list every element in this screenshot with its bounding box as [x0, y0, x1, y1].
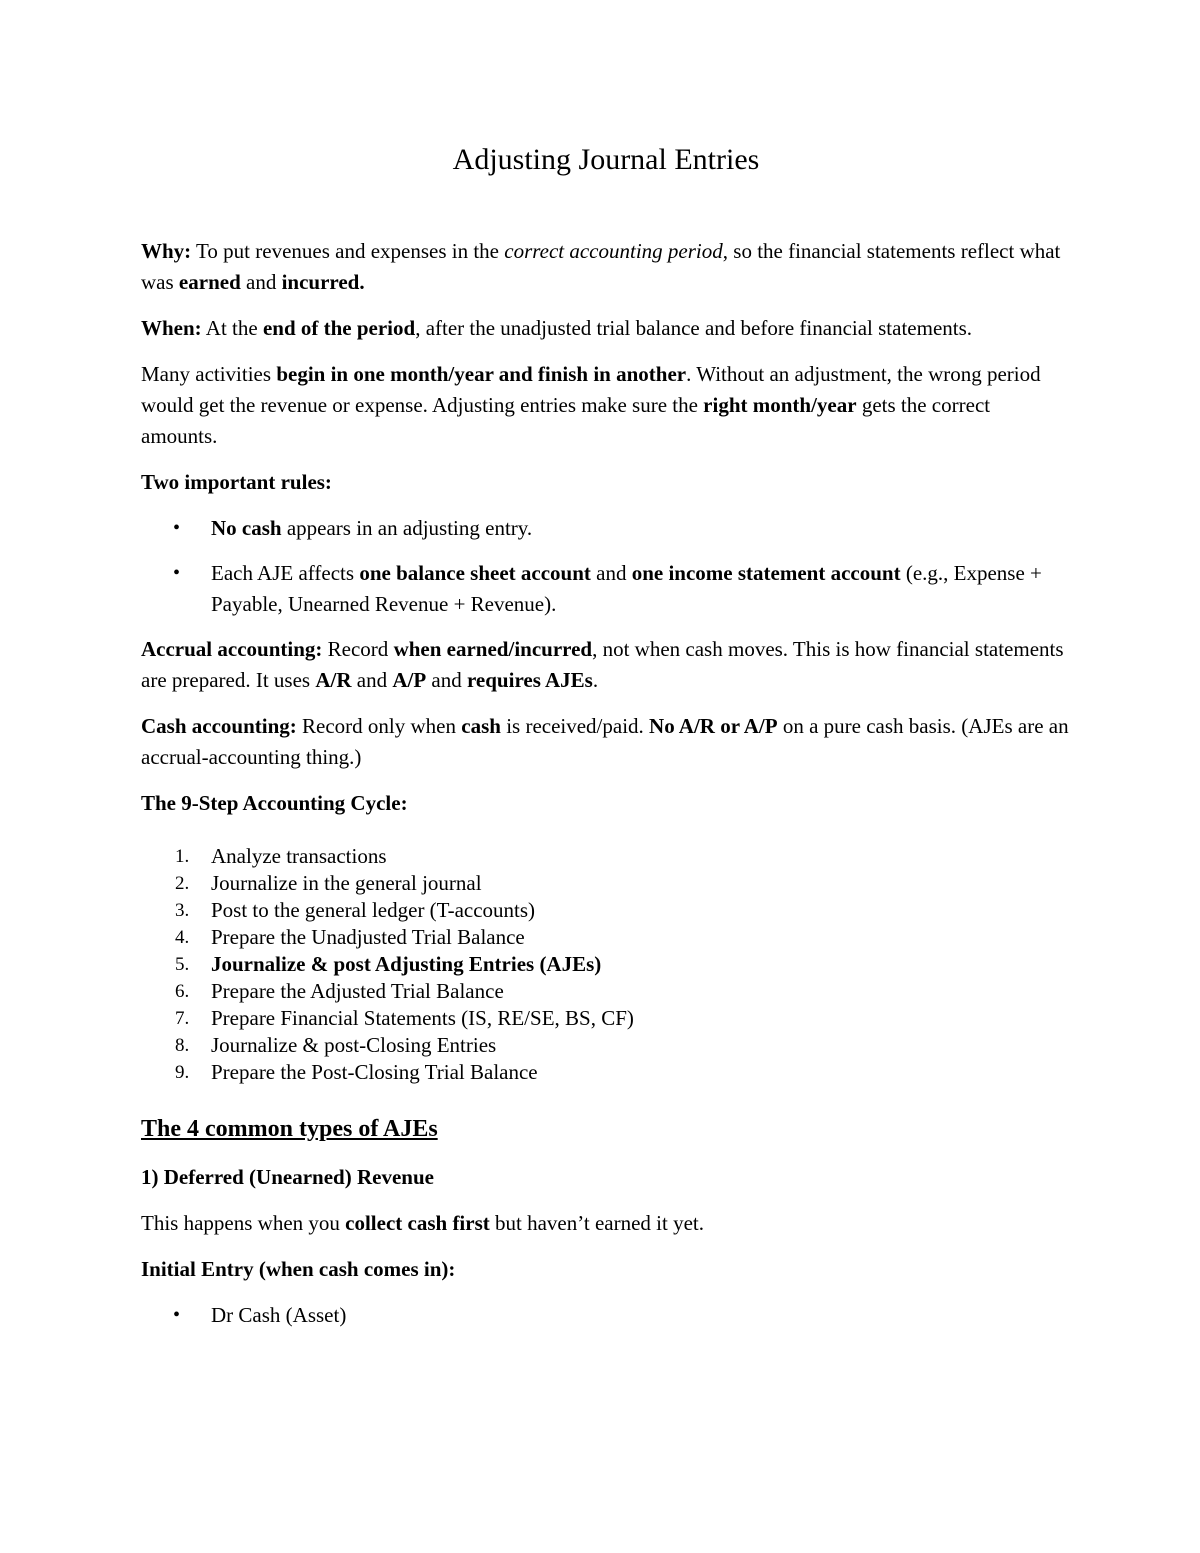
step-text: Prepare the Adjusted Trial Balance — [211, 979, 504, 1003]
cash-paragraph — [141, 711, 1071, 773]
step-text: Journalize & post-Closing Entries — [211, 1033, 497, 1057]
rule1-text: appears in an adjusting entry. — [281, 516, 533, 540]
step-number: 6. — [175, 981, 190, 1002]
cycle-heading-text: The 9-Step Accounting Cycle: — [141, 791, 408, 815]
why-label: Why: — [141, 239, 192, 263]
why-bold-incurred: incurred. — [281, 270, 365, 294]
step-text: Journalize in the general journal — [211, 871, 482, 895]
list-item — [141, 870, 1071, 897]
list-item — [141, 897, 1071, 924]
bullet-icon: • — [173, 517, 181, 539]
bullet-icon: • — [173, 1304, 181, 1326]
deferred-heading-text: 1) Deferred (Unearned) Revenue — [141, 1165, 434, 1189]
cash-label: Cash accounting: — [141, 714, 297, 738]
step-number: 5. — [175, 954, 190, 975]
step-text: Post to the general ledger (T-accounts) — [211, 898, 536, 922]
document-content — [141, 140, 1071, 1345]
accrual-bold-ajes: requires AJEs — [466, 668, 593, 692]
entry-text: Dr Cash (Asset) — [211, 1303, 347, 1327]
cycle-steps-list — [141, 843, 1071, 1086]
accrual-bold-ap: A/P — [392, 668, 427, 692]
when-label: When: — [141, 316, 202, 340]
accrual-bold-1: when earned/incurred — [393, 637, 593, 661]
list-item — [141, 1300, 1071, 1331]
why-paragraph — [141, 236, 1071, 298]
accrual-paragraph — [141, 634, 1071, 696]
list-item — [141, 1032, 1071, 1059]
step-number: 7. — [175, 1008, 190, 1029]
deferred-bold: collect cash first — [345, 1211, 490, 1235]
step-text: Prepare Financial Statements (IS, RE/SE, BS, CF) — [211, 1006, 634, 1030]
list-item — [141, 1005, 1071, 1032]
cash-bold-1: cash — [461, 714, 501, 738]
rules-list — [141, 513, 1071, 620]
why-text-1: To put revenues and expenses in the — [191, 239, 505, 263]
cash-bold-2: No A/R or A/P — [649, 714, 778, 738]
step-text: Prepare the Unadjusted Trial Balance — [211, 925, 525, 949]
rule2-text-2: and — [590, 561, 632, 585]
page-title: Adjusting Journal Entries — [452, 143, 760, 176]
accrual-text-5: . — [592, 668, 599, 692]
step-number: 9. — [175, 1062, 190, 1083]
types-heading: The 4 common types of AJEs — [141, 1116, 438, 1142]
step-number: 3. — [175, 900, 190, 921]
when-paragraph — [141, 313, 1071, 344]
rule2-text-3: (e.g., Expense + Payable, Unearned Revenue + Revenue). — [211, 561, 1042, 616]
why-bold-earned: earned — [178, 270, 241, 294]
when-text-2: , after the unadjusted trial balance and before financial statements. — [415, 316, 973, 340]
cycle-heading — [141, 788, 1071, 819]
accrual-bold-ar: A/R — [315, 668, 352, 692]
list-item — [141, 978, 1071, 1005]
many-paragraph — [141, 359, 1071, 452]
initial-entry-heading — [141, 1254, 1071, 1285]
deferred-text-1: This happens when you — [141, 1211, 346, 1235]
list-item — [141, 558, 1071, 620]
cash-text-2: is received/paid. — [500, 714, 650, 738]
many-bold-1: begin in one month/year and finish in another — [276, 362, 687, 386]
accrual-text-2: , not when cash moves. This is how financial statements are prepared. It uses — [141, 637, 1064, 692]
accrual-text-3: and — [351, 668, 393, 692]
rule1-bold: No cash — [211, 516, 282, 540]
list-item — [141, 951, 1071, 978]
why-text-3: and — [240, 270, 282, 294]
deferred-heading — [141, 1162, 1071, 1193]
list-item — [141, 513, 1071, 544]
step-number: 4. — [175, 927, 190, 948]
accrual-text-4: and — [426, 668, 467, 692]
initial-entry-list — [141, 1300, 1071, 1331]
step-number: 2. — [175, 873, 190, 894]
accrual-text-1: Record — [322, 637, 394, 661]
why-italic: correct accounting period — [504, 239, 723, 263]
step-number: 1. — [175, 846, 190, 867]
when-text-1: At the — [201, 316, 263, 340]
cash-text-1: Record only when — [296, 714, 462, 738]
step-text: Prepare the Post-Closing Trial Balance — [211, 1060, 538, 1084]
rules-heading-text: Two important rules: — [141, 470, 332, 494]
rule2-bold-1: one balance sheet account — [359, 561, 591, 585]
when-bold: end of the period — [262, 316, 416, 340]
deferred-text-2: but haven’t earned it yet. — [489, 1211, 704, 1235]
deferred-description — [141, 1208, 1071, 1239]
bullet-icon: • — [173, 562, 181, 584]
rule2-bold-2: one income statement account — [631, 561, 901, 585]
list-item — [141, 924, 1071, 951]
cash-text-3: on a pure cash basis. (AJEs are an accrual-accounting thing.) — [141, 714, 1069, 769]
rule2-text-1: Each AJE affects — [211, 561, 360, 585]
step-text-bold: Journalize & post Adjusting Entries (AJEs) — [211, 952, 602, 976]
step-number: 8. — [175, 1035, 190, 1056]
list-item — [141, 843, 1071, 870]
many-bold-2: right month/year — [703, 393, 857, 417]
many-text-2: . Without an adjustment, the wrong period would get the revenue or expense. Adjusting entries make sure the — [141, 362, 1041, 417]
list-item — [141, 1059, 1071, 1086]
step-text: Analyze transactions — [211, 844, 387, 868]
initial-entry-heading-text: Initial Entry (when cash comes in): — [141, 1257, 456, 1281]
rules-heading — [141, 467, 1071, 498]
accrual-label: Accrual accounting: — [141, 637, 323, 661]
many-text-3: gets the correct amounts. — [141, 393, 991, 448]
why-text-2: , so the financial statements reflect what was — [141, 239, 1061, 294]
many-text-1: Many activities — [141, 362, 277, 386]
